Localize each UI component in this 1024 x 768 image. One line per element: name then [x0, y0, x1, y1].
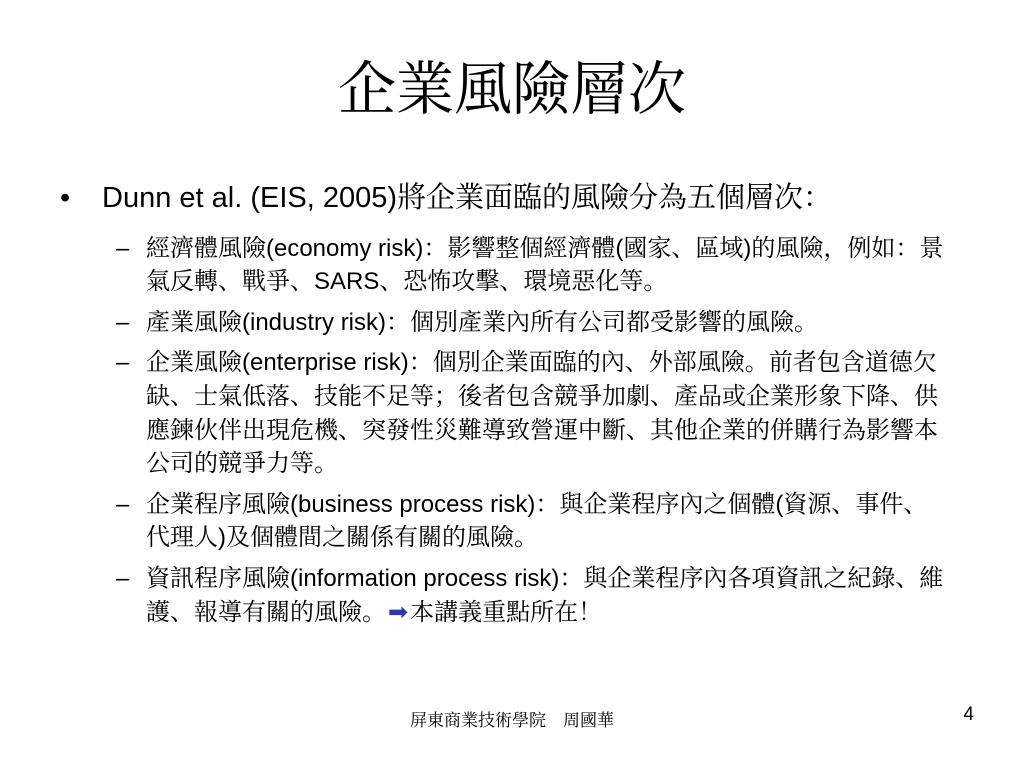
sub-bullet-text: 經濟體風險(economy risk)：影響整個經濟體(國家、區域)的風險，例如：景氣反轉、戰爭、SARS、恐怖攻擊、環境惡化等。: [146, 234, 944, 296]
right-arrow-icon: ➡: [388, 598, 409, 626]
sub-bullet-enterprise-risk: [116, 346, 1016, 480]
sub-bullet-text-after-arrow: 本講義重點所在！: [410, 598, 603, 626]
sub-bullet-text: 產業風險(industry risk)：個別產業內所有公司都受影響的風險。: [146, 308, 819, 336]
sub-bullet-industry-risk: [116, 306, 1016, 340]
sub-bullet-information-process-risk: [116, 562, 1016, 629]
page-number: 4: [963, 704, 974, 725]
dash-mark: –: [116, 349, 130, 377]
dash-mark: –: [116, 308, 130, 336]
main-bullet: [60, 180, 960, 218]
dash-mark: –: [116, 234, 130, 262]
bullet-mark: •: [60, 182, 71, 214]
sub-bullet-text: 企業風險(enterprise risk)：個別企業面臨的內、外部風險。前者包含道德欠缺、士氣低落、技能不足等；後者包含競爭加劇、產品或企業形象下降、供應鍊伙伴出現危機、突發性災難導致營運中斷、其他企業的併購行為影響本公司的競爭力等。: [146, 349, 938, 478]
sub-bullet-list: [116, 232, 1016, 630]
dash-mark: –: [116, 490, 130, 518]
sub-bullet-text: 企業程序風險(business process risk)：與企業程序內之個體(資源、事件、代理人)及個體間之關係有關的風險。: [146, 490, 928, 552]
slide-content: [60, 180, 960, 636]
main-bullet-text: Dunn et al. (EIS, 2005)將企業面臨的風險分為五個層次：: [102, 182, 832, 214]
sub-bullet-text-before-arrow: 資訊程序風險(information process risk)：與企業程序內各項資訊之紀錄、維護、報導有關的風險。: [146, 565, 944, 626]
sub-bullet-text: [146, 562, 946, 629]
footer-text: 屏東商業技術學院 周國華: [410, 711, 614, 730]
sub-bullet-economy-risk: [116, 232, 1016, 299]
sub-bullet-business-process-risk: [116, 488, 1016, 555]
dash-mark: –: [116, 565, 130, 593]
slide-title: 企業風險層次: [337, 55, 686, 123]
